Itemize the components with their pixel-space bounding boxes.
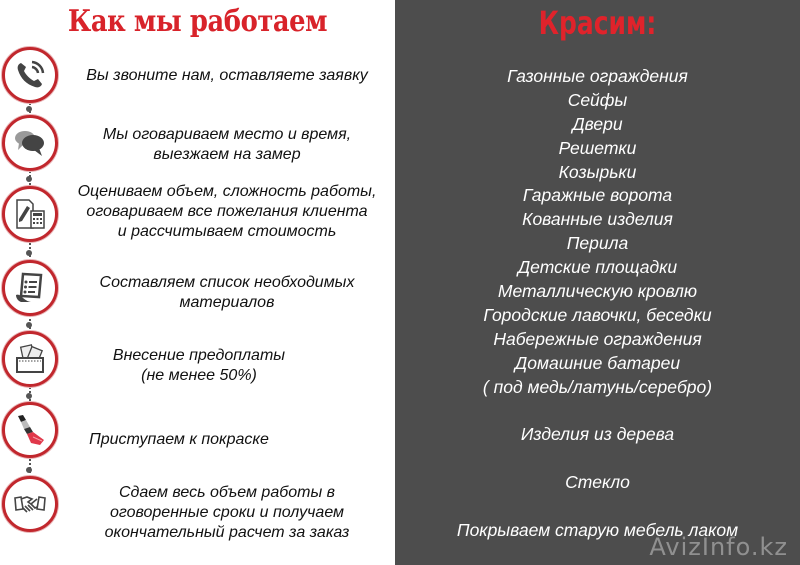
we-paint-title: Красим: bbox=[538, 4, 657, 42]
list-item: Набережные ограждения bbox=[493, 328, 702, 349]
how-we-work-title: Как мы работаем bbox=[67, 4, 328, 39]
list-item: Изделия из дерева bbox=[520, 424, 675, 445]
timeline-dot bbox=[26, 393, 32, 399]
list-item: Козырьки bbox=[558, 161, 637, 182]
paint-items-list bbox=[395, 65, 800, 543]
timeline-dot bbox=[26, 467, 32, 473]
list-item: Металлическую кровлю bbox=[497, 281, 698, 302]
step-line: выезжаем на замер bbox=[153, 146, 301, 163]
list-item: Сейфы bbox=[567, 89, 628, 110]
list-item: Двери bbox=[572, 113, 623, 134]
watermark: AvizInfo.kz bbox=[649, 533, 788, 561]
checklist-icon bbox=[2, 260, 58, 316]
chat-bubbles-icon bbox=[2, 115, 58, 171]
list-item: Домашние батареи bbox=[514, 352, 681, 373]
list-item: Кованные изделия bbox=[522, 209, 673, 230]
timeline-dot bbox=[26, 322, 32, 328]
list-item: Стекло bbox=[565, 472, 630, 493]
list-item: Решетки bbox=[558, 137, 637, 158]
list-item: Газонные ограждения bbox=[507, 66, 688, 86]
step-line: окончательный расчет за заказ bbox=[104, 524, 350, 541]
step-line: Сдаем весь объем работы в bbox=[118, 484, 336, 501]
list-item: Гаражные ворота bbox=[522, 185, 673, 206]
step-line: Оцениваем объем, сложность работы, bbox=[77, 183, 377, 200]
step-text bbox=[62, 182, 392, 242]
list-item: Покрываем старую мебель лаком bbox=[456, 519, 739, 540]
step-line: Мы оговариваем место и время, bbox=[102, 126, 352, 143]
step-line: Приступаем к покраске bbox=[89, 431, 269, 448]
list-item: Детские площадки bbox=[517, 257, 678, 278]
step-line: Составляем список необходимых bbox=[99, 274, 355, 291]
step-line: материалов bbox=[179, 294, 275, 311]
we-paint-panel bbox=[395, 0, 800, 565]
timeline-dot bbox=[26, 250, 32, 256]
list-item: Перила bbox=[566, 233, 629, 254]
step-line: оговоренные сроки и получаем bbox=[109, 504, 345, 521]
step-line: Вы звоните нам, оставляете заявку bbox=[86, 67, 368, 84]
how-we-work-panel bbox=[0, 0, 395, 565]
step-line: и рассчитываем стоимость bbox=[117, 223, 337, 240]
step-text bbox=[62, 125, 392, 165]
step-text bbox=[62, 430, 392, 450]
timeline-dot bbox=[26, 176, 32, 182]
step-line: Внесение предоплаты bbox=[112, 347, 286, 364]
document-calculator-icon bbox=[2, 186, 58, 242]
spacer bbox=[395, 447, 800, 471]
step-text bbox=[62, 346, 392, 386]
list-item: Городские лавочки, беседки bbox=[483, 304, 712, 325]
step-text bbox=[62, 273, 392, 313]
step-line: (не менее 50%) bbox=[141, 367, 257, 384]
phone-icon bbox=[2, 47, 58, 103]
timeline-dot bbox=[26, 106, 32, 112]
step-text bbox=[62, 66, 392, 86]
spacer bbox=[395, 399, 800, 423]
list-item: ( под медь/латунь/серебро) bbox=[482, 376, 713, 397]
step-line: оговариваем все пожелания клиента bbox=[86, 203, 368, 220]
step-text bbox=[62, 483, 392, 543]
spacer bbox=[395, 495, 800, 519]
handshake-icon bbox=[2, 476, 58, 532]
